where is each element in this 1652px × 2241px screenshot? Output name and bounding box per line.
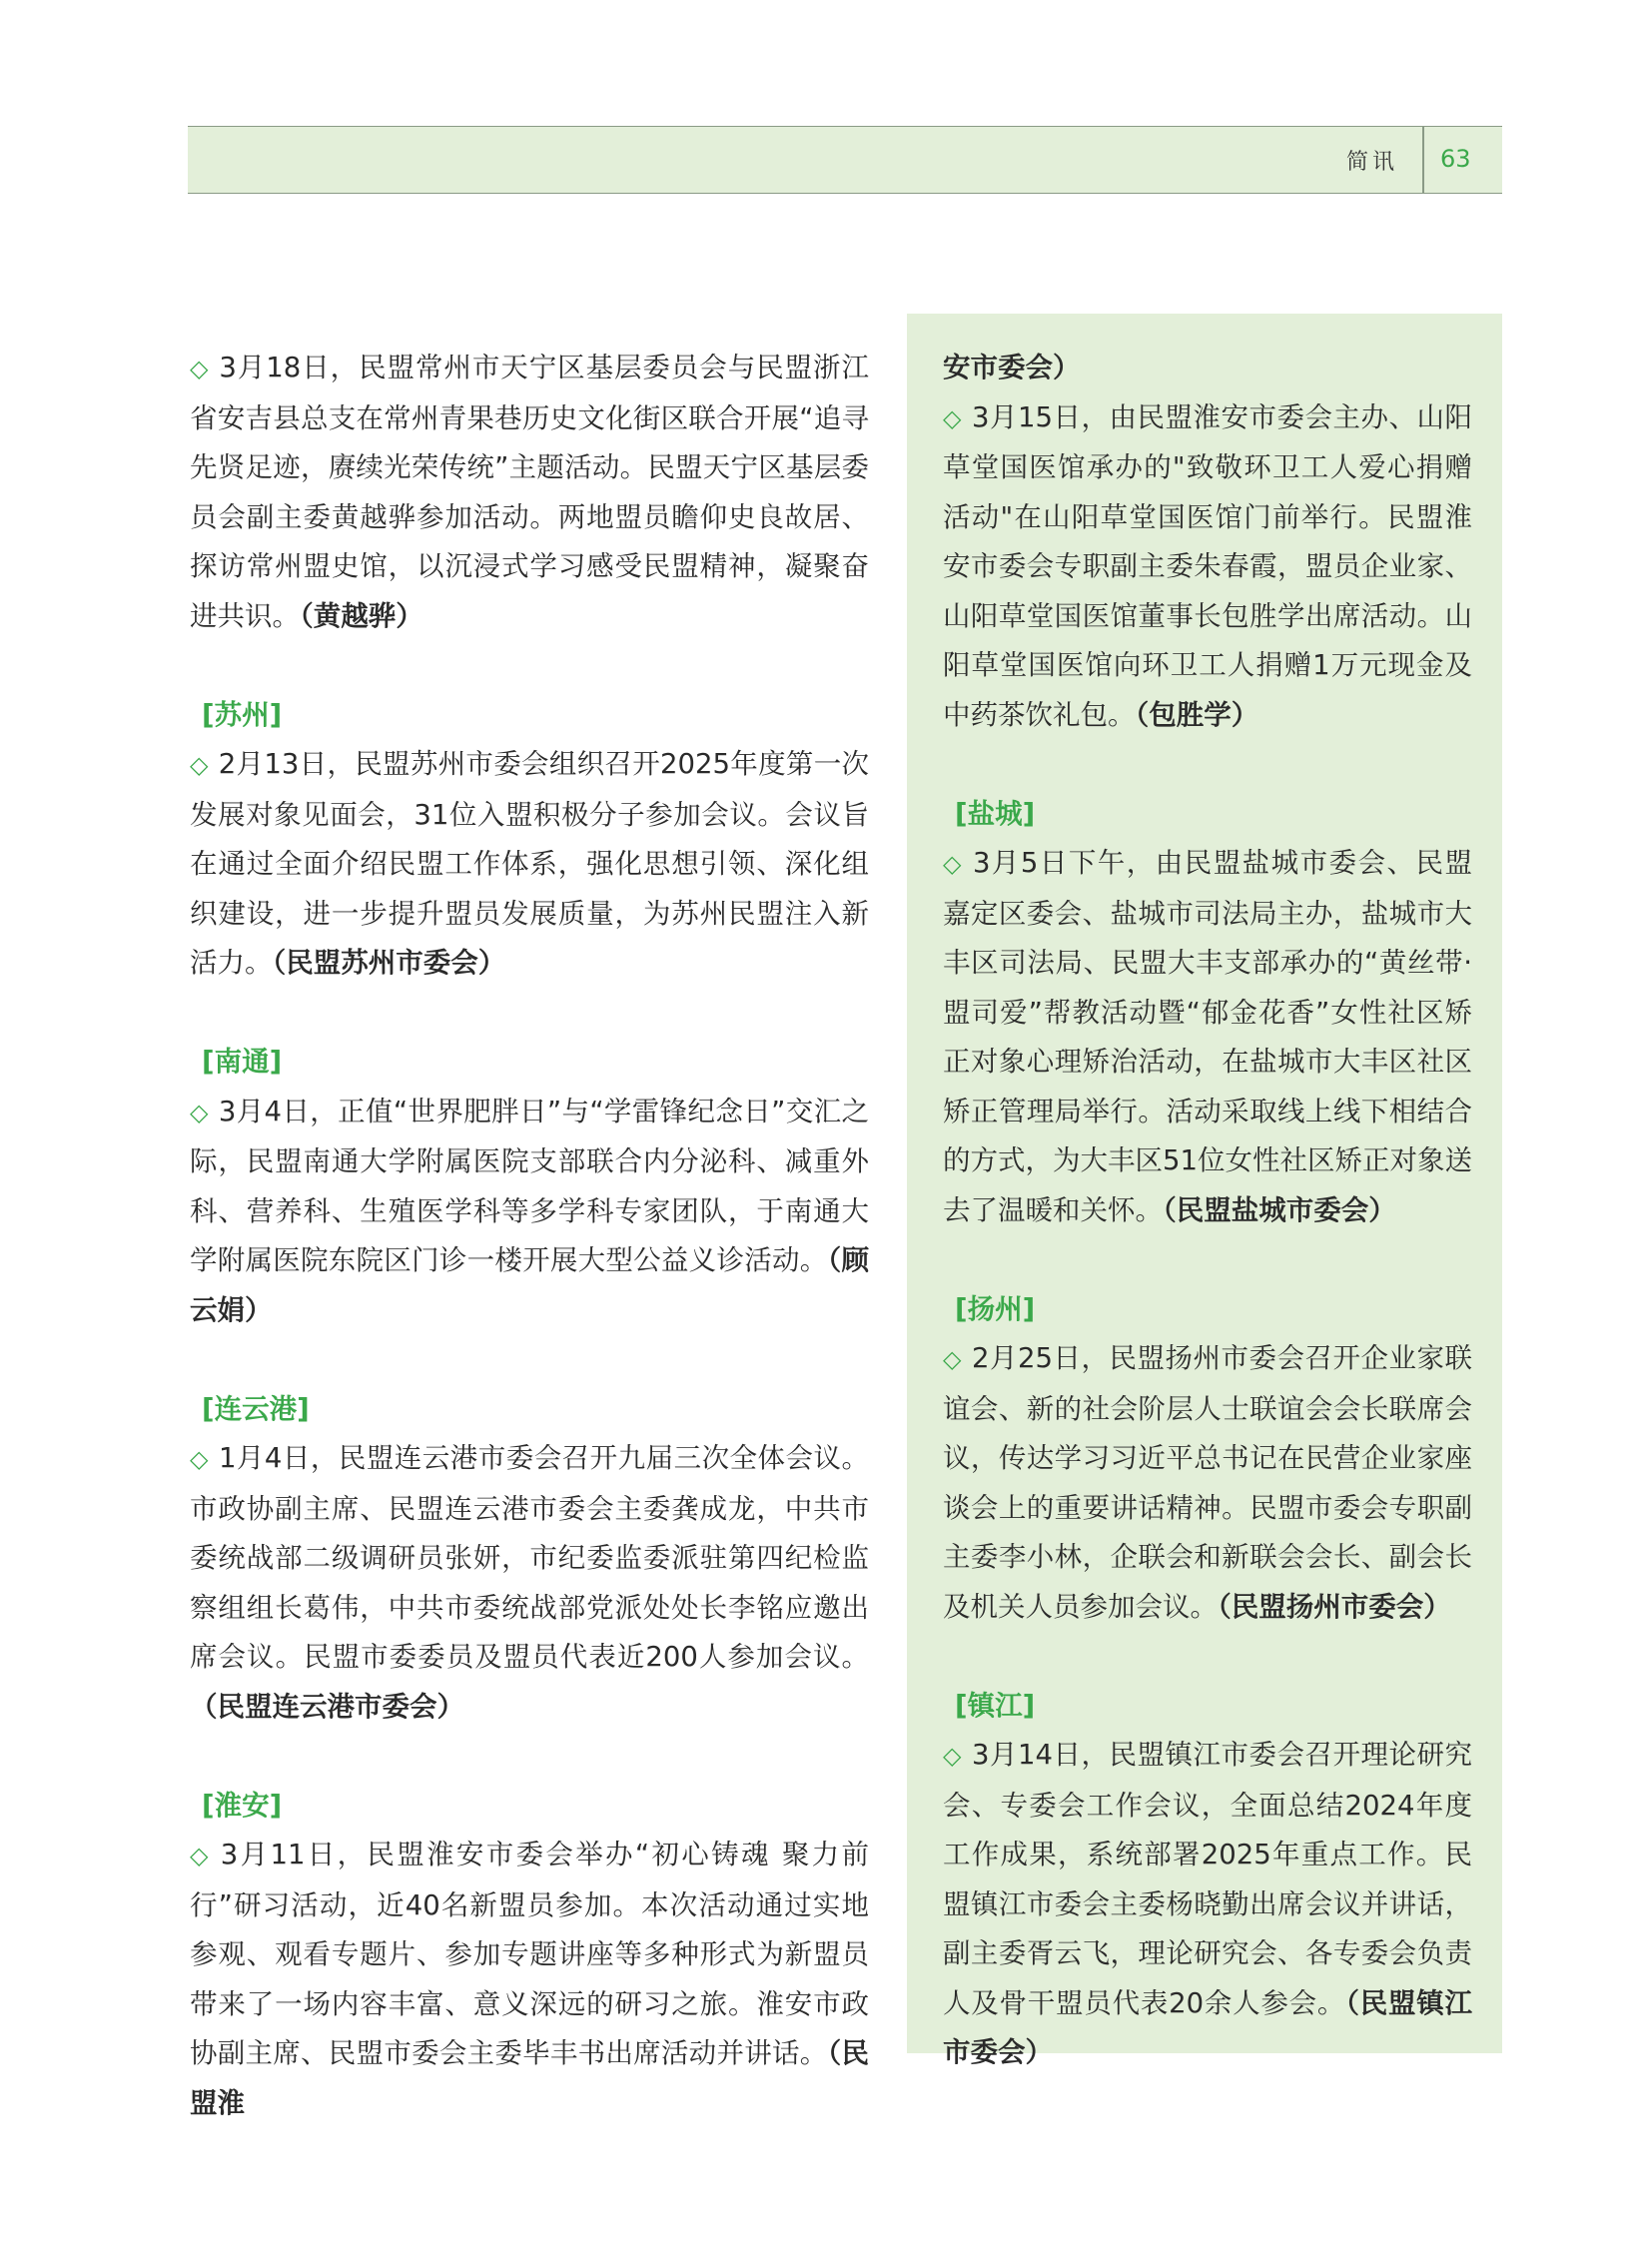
news-paragraph [190,344,869,641]
section-title: 简讯 [1345,150,1398,175]
news-text: 3月18日，民盟常州市天宁区基层委员会与民盟浙江省安吉县总支在常州青果巷历史文化街区联合开展“追寻先贤足迹，赓续光荣传统”主题活动。民盟天宁区基层委员会副主委黄越骅参加活动。两地盟员瞻仰史良故居、探访常州盟史馆，以沉浸式学习感受民盟精神，凝聚奋进共识。 [190,352,869,632]
diamond-bullet-icon: ◇ [943,403,962,432]
news-paragraph [190,1831,869,2128]
news-item [190,691,869,989]
news-item [190,1385,869,1733]
city-heading: [镇江] [955,1689,1036,1722]
city-heading: [盐城] [955,797,1036,830]
news-source: （民盟淮 [190,2037,870,2119]
news-source: （黄越骅） [300,599,423,632]
news-paragraph [190,740,869,989]
diamond-bullet-icon: ◇ [943,1345,962,1373]
page-number: 63 [1440,145,1471,173]
news-text: 3月14日，民盟镇江市委会召开理论研究会、专委会工作会议，全面总结2024年度工作成果，系统部署2025年重点工作。民盟镇江市委会主委杨晓勤出席会议并讲话，副主委胥云飞，理论研究会、各专委会负责人及骨干盟员代表20余人参会。 [943,1739,1472,2019]
news-item [943,1285,1472,1633]
news-text: 3月5日下午，由民盟盐城市委会、民盟嘉定区委会、盐城市司法局主办，盐城市大丰区司法局、民盟大丰支部承办的“黄丝带·盟司爱”帮教活动暨“郁金花香”女性社区矫正对象心理矫治活动，在盐城市大丰区社区矫正管理局举行。活动采取线上线下相结合的方式，为大丰区51位女性社区矫正对象送去了温暖和关怀。 [943,847,1472,1226]
page-header [188,126,1502,194]
city-heading: [扬州] [955,1292,1036,1325]
news-source: （民盟盐城市委会） [1163,1193,1396,1226]
news-text: 3月11日，民盟淮安市委会举办“初心铸魂 聚力前行”研习活动，近40名新盟员参加。本次活动通过实地参观、观看专题片、参加专题讲座等多种形式为新盟员带来了一场内容丰富、意义深远的研习之旅。淮安市政协副主席、民盟市委会主委毕丰书出席活动并讲话。 [190,1839,869,2069]
right-column [943,344,1472,2078]
news-source: （民盟连云港市委会） [190,1690,464,1723]
news-item [190,1038,869,1335]
news-paragraph [190,1434,869,1732]
city-heading: [苏州] [202,698,283,731]
news-text: 2月13日，民盟苏州市委会组织召开2025年度第一次发展对象见面会，31位入盟积极分子参加会议。会议旨在通过全面介绍民盟工作体系，强化思想引领、深化组织建设，进一步提升盟员发展质量，为苏州民盟注入新活力。 [190,748,869,979]
news-item [943,344,1472,393]
city-heading: [南通] [202,1046,283,1078]
news-paragraph [190,1088,869,1336]
news-item [943,790,1472,1236]
city-heading: [连云港] [202,1392,310,1425]
news-text: 2月25日，民盟扬州市委会召开企业家联谊会、新的社会阶层人士联谊会会长联席会议，传达学习习近平总书记在民营企业家座谈会上的重要讲话精神。民盟市委会专职副主委李小林，企联会和新联会会长、副会长及机关人员参加会议。 [943,1342,1472,1623]
diamond-bullet-icon: ◇ [943,1742,962,1770]
news-text: 3月15日，由民盟淮安市委会主办、山阳草堂国医馆承办的"致敬环卫工人爱心捐赠活动"在山阳草堂国医馆门前举行。民盟淮安市委会专职副主委朱春霞，盟员企业家、山阳草堂国医馆董事长包胜学出席活动。山阳草堂国医馆向环卫工人捐赠1万元现金及中药茶饮礼包。 [943,400,1472,731]
news-source: （民盟镇江市委会） [943,1986,1472,2068]
news-item [190,1782,869,2129]
diamond-bullet-icon: ◇ [190,751,209,779]
news-text: 3月4日，正值“世界肥胖日”与“学雷锋纪念日”交汇之际，民盟南通大学附属医院支部联合内分泌科、减重外科、营养科、生殖医学科等多学科专家团队，于南通大学附属医院东院区门诊一楼开展大型公益义诊活动。 [190,1095,869,1276]
city-heading: [淮安] [202,1789,283,1822]
news-source: 安市委会） [943,352,1081,383]
left-column [190,344,869,2128]
news-source: （顾云娟） [190,1244,870,1326]
diamond-bullet-icon: ◇ [190,1445,209,1473]
news-source: （民盟苏州市委会） [272,947,506,979]
news-item [190,344,869,641]
news-item [943,393,1472,741]
diamond-bullet-icon: ◇ [190,1842,211,1869]
news-item [943,1682,1472,2078]
news-source: （民盟扬州市委会） [1218,1590,1451,1623]
news-paragraph [943,1334,1472,1632]
header-divider [1422,127,1424,193]
news-paragraph [943,839,1472,1235]
news-text: 1月4日，民盟连云港市委会召开九届三次全体会议。市政协副主席、民盟连云港市委会主委龚成龙，中共市委统战部二级调研员张妍，市纪委监委派驻第四纪检监察组组长葛伟，中共市委统战部党派处处长李铭应邀出席会议。民盟市委委员及盟员代表近200人参加会议。 [190,1442,869,1673]
diamond-bullet-icon: ◇ [190,355,210,382]
news-paragraph [943,344,1472,393]
news-source: （包胜学） [1135,698,1259,731]
diamond-bullet-icon: ◇ [190,1098,209,1126]
news-paragraph [943,1731,1472,2078]
diamond-bullet-icon: ◇ [943,850,963,878]
news-paragraph [943,393,1472,741]
